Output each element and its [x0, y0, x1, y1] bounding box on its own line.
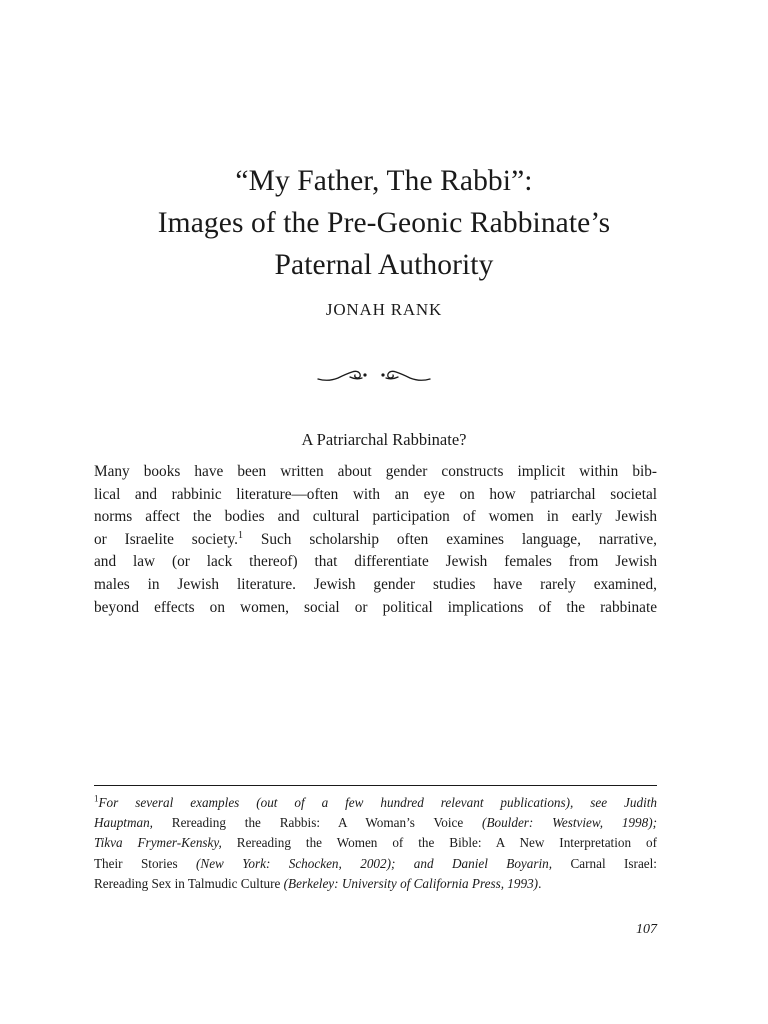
footnote-publication-info: (Boulder: Westview, 1998); [482, 815, 657, 831]
footnote-book-title: Rereading the Rabbis: A Woman’s Voice [152, 815, 483, 831]
title-line-3: Paternal Authority [274, 249, 494, 281]
footnote-book-title: Rereading Sex in Talmudic Culture [94, 875, 284, 891]
fleuron-ornament-icon [314, 360, 434, 390]
footnote-line [94, 833, 657, 853]
body-line: norms affect the bodies and cultural participation of women in early Jewish [94, 508, 657, 526]
body-text-fragment: Such scholarship often examines language, narrative, [242, 530, 657, 548]
footnote-book-title: Rereading the Women of the Bible: A New Interpretation of [221, 835, 657, 851]
footnote-line [94, 874, 657, 894]
footnote-publication-info: (Berkeley: University of California Press, 1993) [283, 875, 539, 891]
author-name: JONAH RANK [325, 300, 443, 319]
footnote-book-title: Carnal Israel: [552, 855, 657, 871]
footnote-line [94, 813, 657, 833]
body-line: lical and rabbinic literature—often with an eye on how patriarchal societal [94, 485, 657, 503]
footnote-line [94, 854, 657, 874]
body-paragraph [94, 461, 657, 619]
body-line: males in Jewish literature. Jewish gender studies have rarely examined, [94, 575, 657, 593]
title-line-1: “My Father, The Rabbi”: [235, 165, 533, 197]
page-number: 107 [636, 922, 657, 937]
body-line: beyond effects on women, social or political implications of the rabbinate [94, 598, 657, 616]
footnote-marker: 1 [94, 793, 99, 804]
footnote-divider [94, 785, 657, 786]
body-line [94, 529, 657, 552]
footnote-punctuation: . [538, 875, 542, 891]
footnote-author: Hauptman, [94, 815, 153, 831]
body-text-fragment: or Israelite society. [94, 530, 238, 548]
article-title [60, 160, 708, 286]
footnote-reference[interactable]: 1 [237, 529, 243, 541]
footnote-publication-info: (New York: Schocken, 2002); and Daniel Boyarin, [196, 855, 553, 871]
footnote [94, 793, 657, 894]
body-line: Many books have been written about gender constructs implicit within bib- [94, 463, 657, 480]
body-line: and law (or lack thereof) that differentiate Jewish females from Jewish [94, 553, 657, 571]
footnote-author: Tikva Frymer-Kensky, [94, 835, 222, 851]
title-line-2: Images of the Pre-Geonic Rabbinate’s [157, 207, 611, 239]
footnote-line [94, 793, 657, 813]
footnote-text: For several examples (out of a few hundred relevant publications), see Judith [98, 795, 657, 810]
footnote-book-title: Their Stories [94, 855, 196, 871]
section-heading: A Patriarchal Rabbinate? [301, 430, 467, 449]
